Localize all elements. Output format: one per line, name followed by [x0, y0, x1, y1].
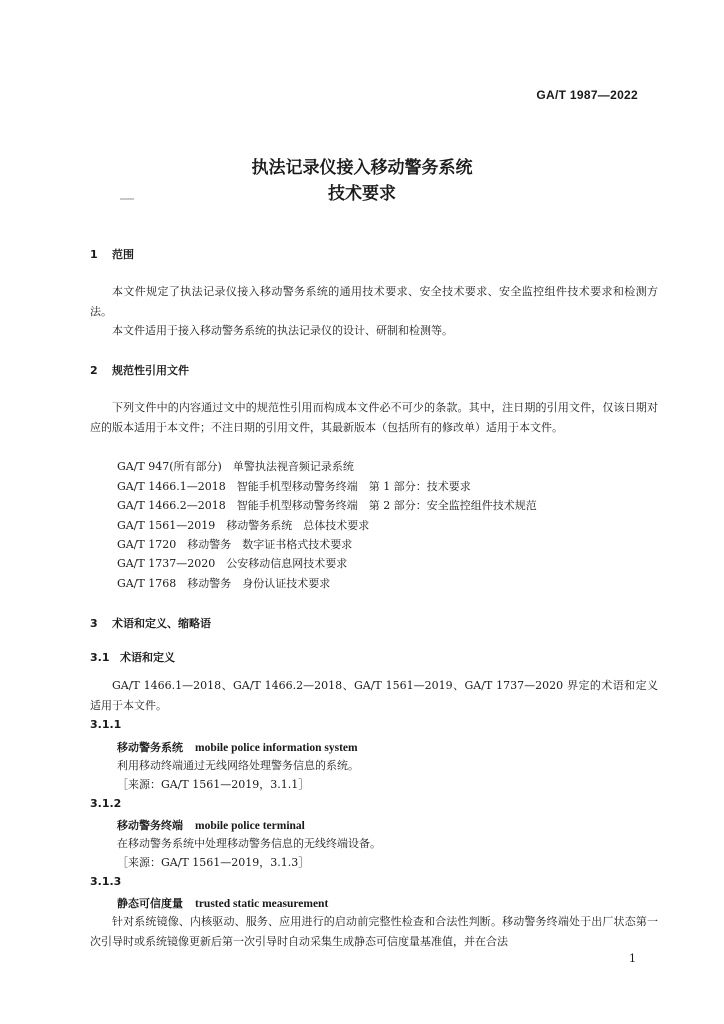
reference-item: GA/T 1768 移动警务 身份认证技术要求: [117, 577, 331, 590]
section-3-heading: [90, 615, 211, 631]
term-en: mobile police terminal: [195, 820, 305, 832]
term-number: 3.1.2: [90, 797, 122, 810]
reference-item: GA/T 1466.2—2018 智能手机型移动警务终端 第 2 部分：安全监控组件技术规范: [117, 499, 537, 512]
term-zh: 移动警务终端: [117, 819, 183, 832]
term-title: [117, 817, 305, 833]
term-en: mobile police information system: [195, 742, 358, 754]
scan-artifact: [120, 198, 134, 200]
document-title: 执法记录仪接入移动警务系统: [251, 158, 473, 178]
subsection-number: 3.1: [90, 651, 110, 664]
section-number: 1: [90, 248, 98, 261]
reference-item: GA/T 1720 移动警务 数字证书格式技术要求: [117, 538, 353, 551]
reference-item: GA/T 1737—2020 公安移动信息网技术要求: [117, 557, 348, 570]
paragraph: GA/T 1466.1—2018、GA/T 1466.2—2018、GA/T 1561—2019、GA/T 1737—2020 界定的术语和定义适用于本文件。: [90, 679, 658, 712]
standard-number: GA/T 1987—2022: [536, 88, 638, 102]
subsection-title: 术语和定义: [120, 651, 175, 664]
term-definition: 在移动警务系统中处理移动警务信息的无线终端设备。: [117, 837, 381, 850]
term-title: [117, 895, 328, 911]
term-number: 3.1.1: [90, 718, 122, 731]
term-definition: 针对系统镜像、内核驱动、服务、应用进行的启动前完整性检查和合法性判断。移动警务终端处于出厂状态第一次引导时或系统镜像更新后第一次引导时自动采集生成静态可信度量基准值，并在合法: [90, 915, 658, 948]
term-number: 3.1.3: [90, 875, 122, 888]
section-title: 范围: [112, 248, 134, 261]
term-en: trusted static measurement: [195, 898, 329, 910]
term-title: [117, 739, 358, 755]
section-title: 术语和定义、缩略语: [112, 617, 211, 630]
page-number: 1: [629, 952, 636, 965]
term-zh: 移动警务系统: [117, 741, 183, 754]
reference-item: GA/T 1561—2019 移动警务系统 总体技术要求: [117, 519, 370, 532]
paragraph: 本文件适用于接入移动警务系统的执法记录仪的设计、研制和检测等。: [112, 324, 453, 337]
paragraph: 本文件规定了执法记录仪接入移动警务系统的通用技术要求、安全技术要求、安全监控组件技术要求和检测方法。: [90, 285, 658, 318]
term-source: ［来源：GA/T 1561—2019，3.1.3］: [117, 856, 310, 869]
section-2-heading: [90, 362, 189, 378]
reference-item: GA/T 1466.1—2018 智能手机型移动警务终端 第 1 部分：技术要求: [117, 480, 471, 493]
paragraph: 下列文件中的内容通过文中的规范性引用而构成本文件必不可少的条款。其中，注日期的引用文件，仅该日期对应的版本适用于本文件；不注日期的引用文件，其最新版本（包括所有的修改单）适用于本文件。: [90, 401, 658, 434]
section-title: 规范性引用文件: [112, 364, 189, 377]
term-zh: 静态可信度量: [117, 897, 183, 910]
term-source: ［来源：GA/T 1561—2019，3.1.1］: [117, 778, 310, 791]
reference-item: GA/T 947(所有部分) 单警执法视音频记录系统: [117, 460, 354, 473]
section-number: 2: [90, 364, 98, 377]
document-subtitle: 技术要求: [328, 184, 396, 204]
term-definition: 利用移动终端通过无线网络处理警务信息的系统。: [117, 759, 359, 772]
section-number: 3: [90, 617, 98, 630]
section-1-heading: [90, 246, 134, 262]
subsection-3-1-heading: [90, 649, 175, 665]
